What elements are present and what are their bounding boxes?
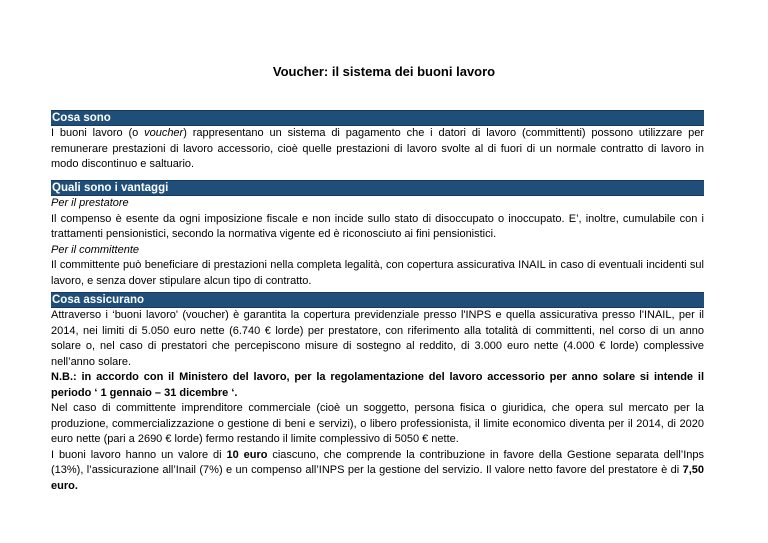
section-paragraph: Il committente può beneficiare di prestazioni nella completa legalità, con copertura assicurativa INAIL in caso di eventuali incidenti sul lavoro, e senza dover stipulare alcun tipo di contratto. — [51, 259, 704, 287]
section-cosa-sono — [51, 110, 704, 173]
subheading-committente: Per il committente — [51, 243, 140, 256]
section-cosa-assicurano — [51, 292, 704, 494]
section-paragraph — [51, 126, 704, 173]
section-paragraph — [51, 448, 704, 495]
section-vantaggi — [51, 180, 704, 289]
voucher-value: 10 euro — [226, 448, 268, 461]
section-header: Quali sono i vantaggi — [51, 180, 704, 196]
section-header: Cosa assicurano — [51, 292, 704, 308]
section-paragraph: Attraverso i ‘buoni lavoro' (voucher) è garantita la copertura previdenziale presso l'INPS e quella assicurativa presso l'INAIL, per il 2014, nei limiti di 5.050 euro nette (6.740 € lorde) per prestatore, con riferimento alla totalità di committenti, nel corso di un anno solare o, nel caso di prestatori che percepiscono misure di sostegno al reddito, di 3.000 euro nette (4.000 € lorde) complessive nell’anno solare. — [51, 309, 704, 368]
text-run: ) rappresentano un sistema di pagamento che i datori di lavoro (committenti) possono utilizzare per remunerare prestazioni di lavoro accessorio, cioè quelle prestazioni di lavoro svolte al di fuori di un normale contratto di lavoro in modo discontinuo e saltuario. — [51, 127, 704, 170]
nb-note: N.B.: in accordo con il Ministero del lavoro, per la regolamentazione del lavoro accessorio per anno solare si intende il periodo ‘ 1 gennaio – 31 dicembre ‘. — [51, 371, 704, 399]
text-run: I buoni lavoro (o — [51, 127, 145, 139]
subheading-prestatore: Per il prestatore — [51, 197, 129, 209]
net-value: 7,50 euro. — [51, 464, 704, 492]
page-title: Voucher: il sistema dei buoni lavoro — [272, 64, 496, 79]
text-run: ciascuno, che comprende la contribuzione in favore della Gestione separata dell’Inps (13%), l’assicurazione all’Inail (7%) e un compenso all’INPS per la gestione del servizio. Il valore netto favore del prestatore è di — [51, 448, 704, 476]
section-paragraph: Il compenso è esente da ogni imposizione fiscale e non incide sullo stato di disoccupato o inoccupato. E’, inoltre, cumulabile con i trattamenti pensionistici, secondo la normativa vigente ed è riconosciuto ai fini pensionistici. — [51, 212, 704, 240]
section-header: Cosa sono — [51, 110, 704, 126]
voucher-term: voucher — [144, 127, 184, 139]
text-run: I buoni lavoro hanno un valore di — [51, 448, 227, 461]
section-paragraph: Nel caso di committente imprenditore commerciale (cioè un soggetto, persona fisica o giuridica, che opera sul mercato per la produzione, commercializzazione o gestione di beni e servizi), o libero professionista, il limite economico diventa per il 2014, di 2020 euro nette (pari a 2690 € lorde) fermo restando il limite complessivo di 5050 € nette. — [51, 402, 704, 445]
